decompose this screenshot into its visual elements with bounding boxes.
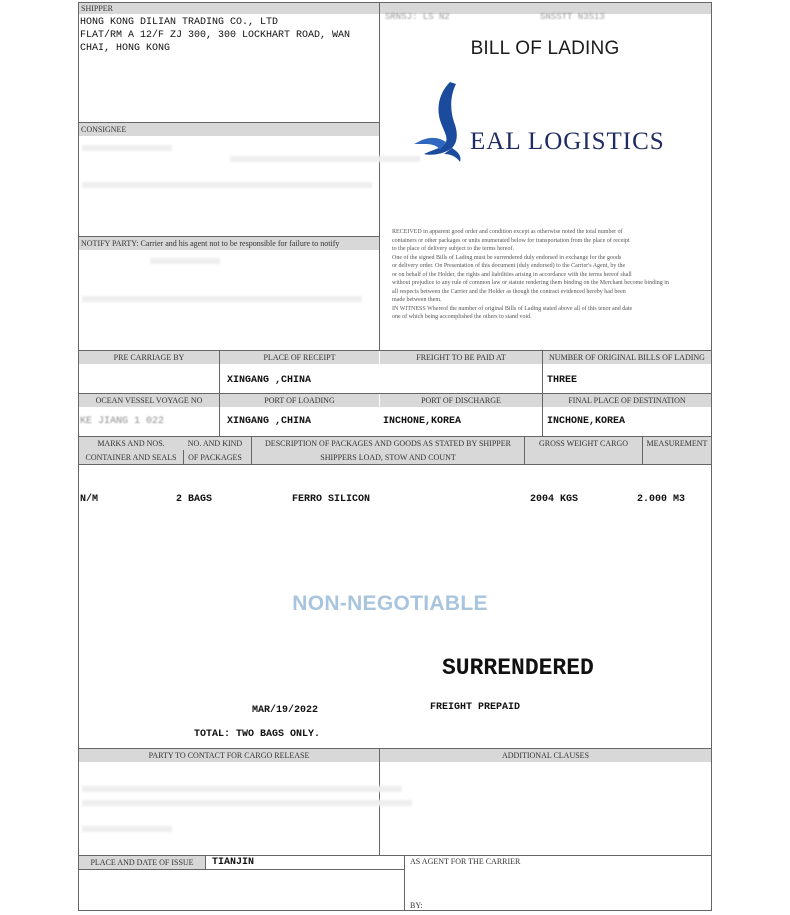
consignee-redacted-line	[82, 145, 172, 151]
contact-redacted-line	[82, 826, 172, 832]
notify-redacted-line	[82, 296, 362, 302]
freight-prepaid-value: FREIGHT PREPAID	[430, 702, 521, 713]
terms-line: One of the signed Bills of Lading must be surrendered duly endorsed in exchange for the goods	[392, 254, 622, 261]
terms-line: made between them.	[392, 297, 442, 303]
goods-packages-value: 2 BAGS	[176, 494, 213, 505]
notify-party-label: NOTIFY PARTY: Carrier and his agent not to be responsible for failure to notify	[79, 237, 379, 250]
goods-marks-value: N/M	[80, 494, 99, 505]
terms-line: without prejudice to any rule of common law or statute rendering them binding on the Merchant become binding in	[392, 280, 669, 286]
port-of-loading-label: PORT OF LOADING	[220, 394, 379, 407]
original-bills-count-value: THREE	[547, 375, 578, 386]
gross-weight-label: GROSS WEIGHT CARGO	[538, 439, 629, 448]
bl-number-partial-left: SRNSJ: LS N2	[385, 12, 450, 22]
description-label-line-1: DESCRIPTION OF PACKAGES AND GOODS AS STATED BY SHIPPER	[265, 439, 511, 448]
final-destination-label: FINAL PLACE OF DESTINATION	[543, 394, 711, 407]
place-of-receipt-label: PLACE OF RECEIPT	[220, 351, 379, 364]
terms-line: one of which being accomplished the others to stand void.	[392, 314, 532, 320]
measurement-label: MEASUREMENT	[646, 439, 708, 448]
shipper-line-1: HONG KONG DILIAN TRADING CO., LTD	[80, 17, 279, 28]
notify-redacted-line	[150, 258, 220, 264]
goods-description-value: FERRO SILICON	[292, 494, 371, 505]
terms-line: or delivery order. On Presentation of this document (duly endorsed) to the Carrier's Agent, by the	[392, 263, 626, 269]
goods-weight-value: 2004 KGS	[530, 494, 579, 505]
cargo-release-contact-label: PARTY TO CONTACT FOR CARGO RELEASE	[79, 749, 379, 762]
signature-by-label: BY:	[410, 901, 423, 910]
final-destination-value: INCHONE,KOREA	[547, 416, 626, 427]
additional-clauses-label: ADDITIONAL CLAUSES	[380, 749, 711, 762]
place-date-issue-label: PLACE AND DATE OF ISSUE	[79, 856, 205, 869]
consignee-redacted-line	[82, 182, 372, 188]
consignee-redacted-line	[230, 156, 420, 162]
shipper-line-3: CHAI, HONG KONG	[80, 43, 171, 54]
terms-line: RECEIVED in apparent good order and condition except as otherwise noted the total number of	[392, 229, 623, 235]
port-of-loading-value: XINGANG ,CHINA	[227, 416, 312, 427]
agent-for-carrier-label: AS AGENT FOR THE CARRIER	[410, 857, 521, 866]
terms-line: to the place of delivery subject to the terms hereof.	[392, 246, 514, 252]
document-title: BILL OF LADING	[470, 38, 620, 59]
ocean-vessel-label: OCEAN VESSEL VOYAGE NO	[79, 394, 219, 407]
shipper-line-2: FLAT/RM A 12/F ZJ 300, 300 LOCKHART ROAD, WAN	[80, 30, 351, 41]
goods-measurement-value: 2.000 M3	[637, 494, 686, 505]
terms-line: IN WITNESS Whereof the number of original Bills of Lading stated above all of this tenor and date	[392, 305, 633, 312]
port-of-discharge-label: PORT OF DISCHARGE	[380, 394, 542, 407]
contact-redacted-line	[82, 800, 412, 806]
description-label-line-2: SHIPPERS LOAD, STOW AND COUNT	[320, 453, 456, 462]
packages-label-line-2: OF PACKAGES	[188, 453, 242, 462]
port-of-discharge-value: INCHONE,KOREA	[383, 416, 462, 427]
terms-line: all respects between the Carrier and the Holder as though the contract evidenced hereby had been	[392, 288, 626, 295]
surrendered-stamp: SURRENDERED	[442, 655, 594, 681]
bl-number-partial-right: SNSSTT N3S13	[540, 12, 605, 22]
place-of-issue-value: TIANJIN	[212, 857, 255, 868]
place-of-receipt-value: XINGANG ,CHINA	[227, 375, 312, 386]
ocean-vessel-value-partial: KE JIANG 1 022	[80, 416, 165, 427]
marks-label-line-2: CONTAINER AND SEALS	[85, 453, 177, 462]
non-negotiable-watermark: NON-NEGOTIABLE	[292, 592, 488, 615]
contact-redacted-line	[82, 786, 402, 792]
packages-label-line-1: NO. AND KIND	[187, 439, 243, 448]
consignee-label: CONSIGNEE	[79, 123, 379, 136]
marks-label-line-1: MARKS AND NOS.	[97, 439, 165, 448]
terms-block	[392, 228, 704, 322]
original-bills-count-label: NUMBER OF ORIGINAL BILLS OF LADING	[543, 351, 711, 364]
terms-line: containers or other packages or units enumerated below for transportation from the place of receipt	[392, 237, 630, 244]
company-logo-text: EAL LOGISTICS	[470, 128, 665, 155]
pre-carriage-label: PRE CARRIAGE BY	[79, 351, 219, 364]
terms-line: or on behalf of the Holder, the rights and liabilities arising in accordance with the terms hereof shall	[392, 271, 632, 278]
shipper-label: SHIPPER	[79, 3, 379, 14]
freight-payable-label: FREIGHT TO BE PAID AT	[380, 351, 542, 364]
seal-tail-logo-icon	[410, 78, 470, 164]
total-packages-value: TOTAL: TWO BAGS ONLY.	[194, 729, 321, 740]
issue-date-value: MAR/19/2022	[252, 705, 319, 716]
